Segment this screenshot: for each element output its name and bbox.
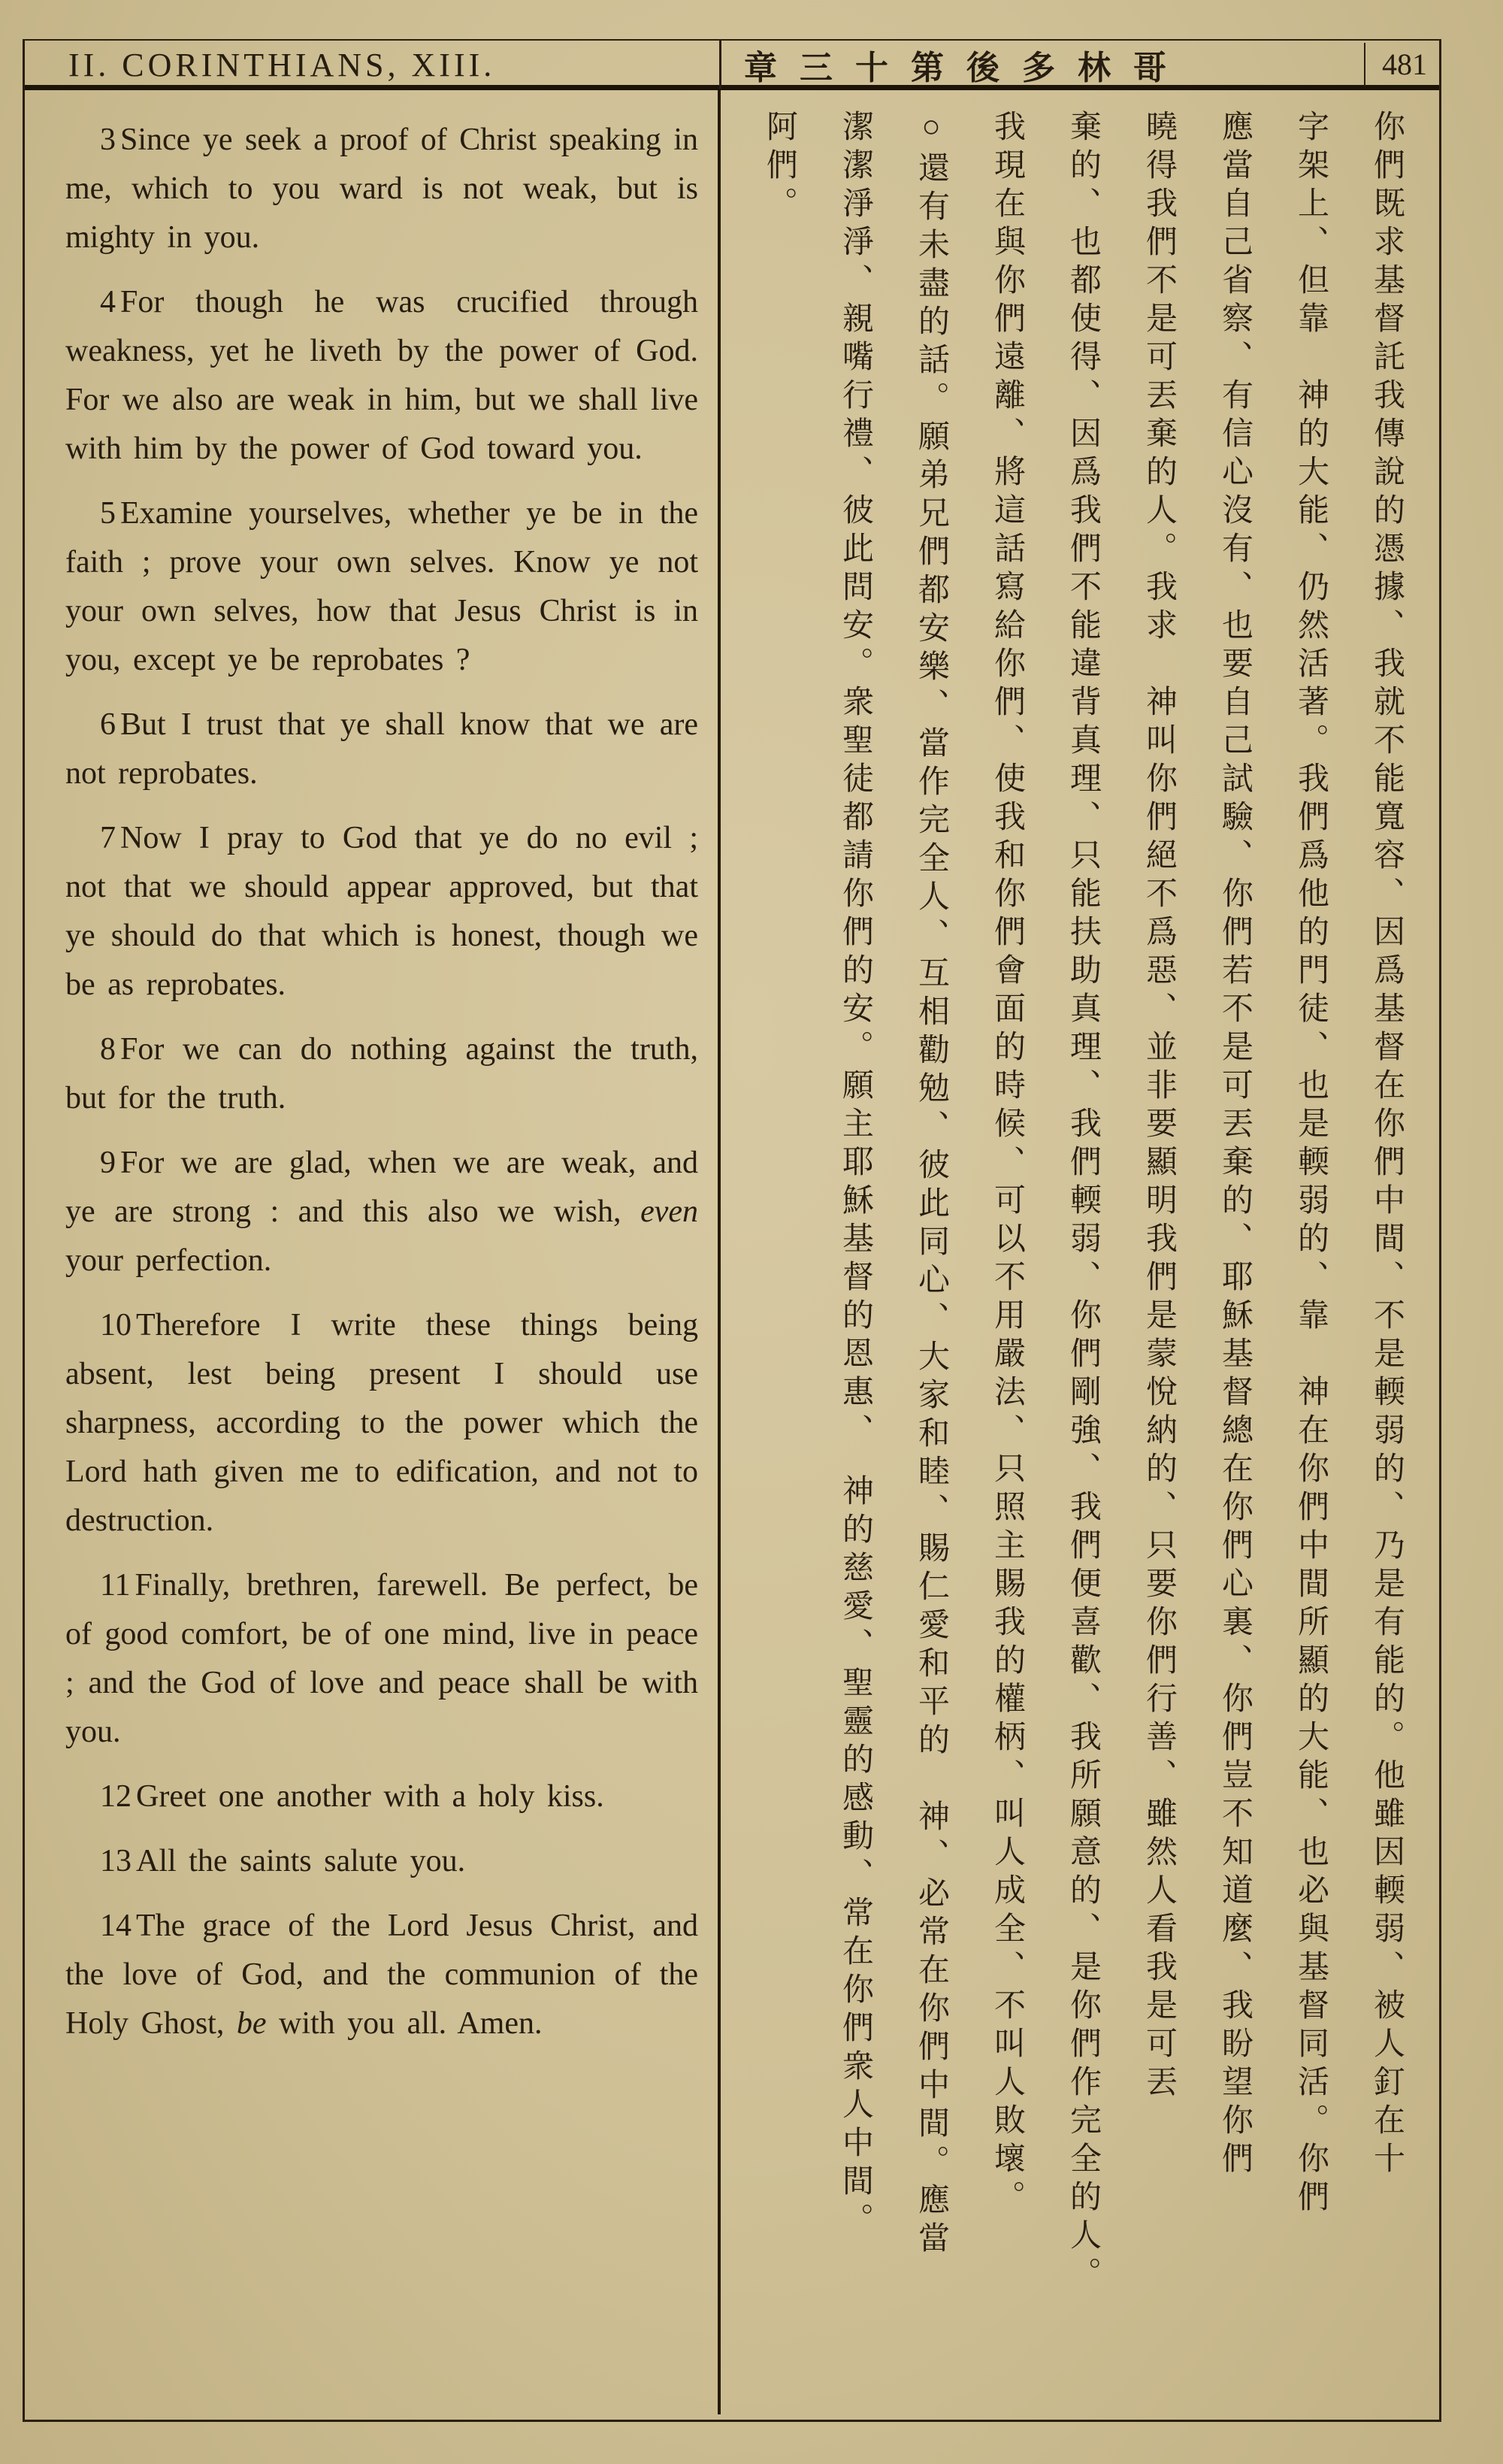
page-body xyxy=(25,90,1439,2414)
chinese-column-9: 阿們。 xyxy=(762,110,797,225)
verse-9: 9 For we are glad, when we are weak, and ye are strong : and this also we wish, even your perfection. xyxy=(65,1146,698,1278)
verse-12: 12 Greet one another with a holy kiss. xyxy=(100,1779,604,1814)
verse-10: 10 Therefore I write these things being absent, lest being present I should use sharpness, according to the power which the Lord hath given me to edification, and not to destruction. xyxy=(65,1308,698,1538)
verse-number: 8 xyxy=(100,1032,116,1067)
chinese-column-6: 我現在與你們遠離、將這話寫給你們、使我和你們會面的時候、可以不用嚴法、只照主賜我的權柄、叫人成全、不叫人敗壞。 xyxy=(990,110,1024,2218)
verse-11: 11 Finally, brethren, farewell. Be perfect, be of good comfort, be of one mind, live in peace ; and the God of love and peace shall be with you. xyxy=(65,1568,698,1749)
verse-number: 4 xyxy=(100,285,116,319)
page-number: 481 xyxy=(1364,43,1427,86)
verse-7: 7 Now I pray to God that ye do no evil ; not that we should appear approved, but that ye should do that which is honest, though we be as reprobates. xyxy=(65,821,698,1002)
chinese-column-5: 棄的、也都使得、因爲我們不能違背真理、只能扶助真理、我們輭弱、你們剛強、我們便喜歡、我所願意的、是你們作完全的人。 xyxy=(1066,110,1100,2295)
verse-4: 4 For though he was crucified through weakness, yet he liveth by the power of God. For we also are weak in him, but we shall live with him by the power of God toward you. xyxy=(65,285,698,466)
verse-number: 6 xyxy=(100,707,116,742)
verse-number: 13 xyxy=(100,1844,132,1878)
running-title-english: II. CORINTHIANS, XIII. xyxy=(68,46,496,83)
verse-number: 11 xyxy=(100,1568,131,1603)
verse-13: 13 All the saints salute you. xyxy=(100,1844,466,1878)
header-right-block xyxy=(719,41,1439,89)
chinese-column-8: 潔潔淨淨、親嘴行禮、彼此問安。衆聖徒都請你們的安。願主耶穌基督的恩惠、 神的慈愛、聖靈的感動、常在你們衆人中間。 xyxy=(838,110,872,2241)
chinese-column-7: ○還有未盡的話。願弟兄們都安樂、當作完全人、互相勸勉、彼此同心、大家和睦、賜仁愛和平的 神、必常在你們中間。應當 xyxy=(914,110,948,2260)
verse-3: 3 Since ye seek a proof of Christ speaking in me, which to you ward is not weak, but is mighty in you. xyxy=(65,123,698,255)
verse-number: 5 xyxy=(100,496,116,531)
english-text-column xyxy=(25,90,718,2414)
verse-8: 8 For we can do nothing against the truth, but for the truth. xyxy=(65,1032,698,1115)
verse-number: 7 xyxy=(100,821,116,855)
verse-number: 14 xyxy=(100,1909,132,1943)
chinese-column-3: 應當自己省察、有信心沒有、也要自己試驗、你們若不是可丟棄的、耶穌基督總在你們心裏、你們豈不知道麼、我盼望你們 xyxy=(1217,110,1252,2180)
verse-number: 10 xyxy=(100,1308,132,1342)
verse-5: 5 Examine yourselves, whether ye be in the faith ; prove your own selves. Know ye not your own selves, how that Jesus Christ is in you, except ye be reprobates ? xyxy=(65,496,698,677)
chinese-column-4: 曉得我們不是可丟棄的人。我求 神叫你們絕不爲惡、並非要顯明我們是蒙悅納的、只要你們行善、雖然人看我是可丟 xyxy=(1142,110,1176,2103)
verse-6: 6 But I trust that ye shall know that we are not reprobates. xyxy=(65,707,698,791)
verse-number: 12 xyxy=(100,1779,132,1814)
page-header xyxy=(25,41,1439,90)
running-title-chinese: 章三十第後多林哥 xyxy=(744,50,1189,86)
verse-number: 9 xyxy=(100,1146,116,1180)
chinese-column-1: 你們既求基督託我傳說的憑據、我就不能寬容、因爲基督在你們中間、不是輭弱的、乃是有能的。他雖因輭弱、被人釘在十 xyxy=(1369,110,1404,2180)
chinese-text-column xyxy=(721,90,1439,2414)
book-page xyxy=(23,39,1441,2422)
chinese-column-2: 字架上、但靠 神的大能、仍然活著。我們爲他的門徒、也是輭弱的、靠 神在你們中間所顯的大能、也必與基督同活。你們 xyxy=(1293,110,1328,2218)
verse-number: 3 xyxy=(100,123,116,157)
verse-14: 14 The grace of the Lord Jesus Christ, and the love of God, and the communion of the Holy Ghost, be with you all. Amen. xyxy=(65,1909,698,2041)
